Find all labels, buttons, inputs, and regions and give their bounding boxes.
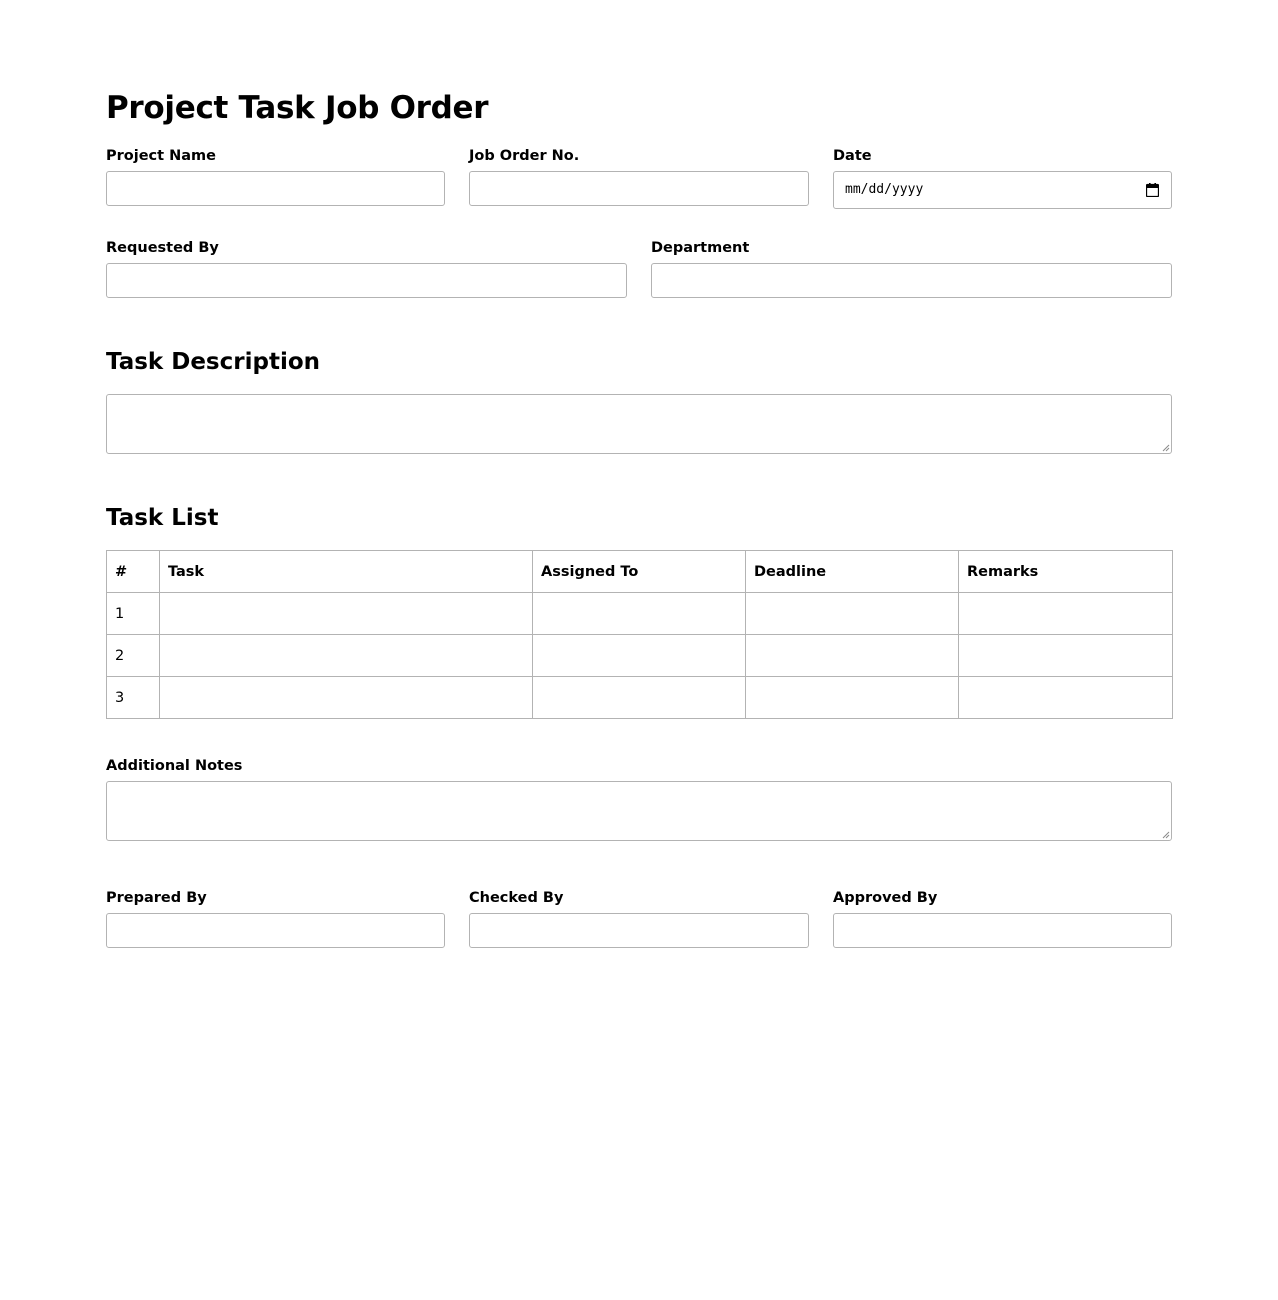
remarks-cell[interactable] [959, 593, 1173, 635]
table-row [107, 593, 1173, 635]
task-cell[interactable] [160, 593, 533, 635]
row-number-cell: 2 [107, 635, 160, 677]
prepared-by-label: Prepared By [106, 890, 207, 906]
assigned-to-cell[interactable] [533, 593, 746, 635]
requested-by-label: Requested By [106, 240, 219, 256]
additional-notes-label: Additional Notes [106, 758, 243, 774]
column-header-deadline: Deadline [746, 551, 959, 593]
remarks-cell[interactable] [959, 677, 1173, 719]
table-row [107, 635, 1173, 677]
project-name-label: Project Name [106, 148, 216, 164]
department-input[interactable] [651, 263, 1172, 298]
task-cell[interactable] [160, 635, 533, 677]
checked-by-input[interactable] [469, 913, 809, 948]
date-placeholder: mm/dd/yyyy [845, 182, 924, 197]
resize-grip-icon[interactable] [1162, 444, 1170, 452]
task-cell[interactable] [160, 677, 533, 719]
table-header-row [107, 551, 1173, 593]
task-list-heading: Task List [106, 505, 219, 531]
date-input[interactable] [833, 171, 1172, 209]
task-description-heading: Task Description [106, 349, 320, 375]
checked-by-label: Checked By [469, 890, 564, 906]
column-header-number: # [107, 551, 160, 593]
date-label: Date [833, 148, 872, 164]
approved-by-input[interactable] [833, 913, 1172, 948]
assigned-to-cell[interactable] [533, 635, 746, 677]
remarks-cell[interactable] [959, 635, 1173, 677]
deadline-cell[interactable] [746, 635, 959, 677]
calendar-icon[interactable] [1146, 183, 1159, 197]
task-list-table [106, 550, 1173, 719]
task-description-textarea[interactable] [106, 394, 1172, 454]
column-header-remarks: Remarks [959, 551, 1173, 593]
row-number-cell: 3 [107, 677, 160, 719]
department-label: Department [651, 240, 750, 256]
job-order-number-label: Job Order No. [469, 148, 580, 164]
table-row [107, 677, 1173, 719]
column-header-assigned-to: Assigned To [533, 551, 746, 593]
column-header-task: Task [160, 551, 533, 593]
deadline-cell[interactable] [746, 593, 959, 635]
deadline-cell[interactable] [746, 677, 959, 719]
project-name-input[interactable] [106, 171, 445, 206]
requested-by-input[interactable] [106, 263, 627, 298]
assigned-to-cell[interactable] [533, 677, 746, 719]
approved-by-label: Approved By [833, 890, 938, 906]
resize-grip-icon[interactable] [1162, 831, 1170, 839]
additional-notes-textarea[interactable] [106, 781, 1172, 841]
job-order-number-input[interactable] [469, 171, 809, 206]
page-title: Project Task Job Order [106, 90, 489, 126]
row-number-cell: 1 [107, 593, 160, 635]
prepared-by-input[interactable] [106, 913, 445, 948]
